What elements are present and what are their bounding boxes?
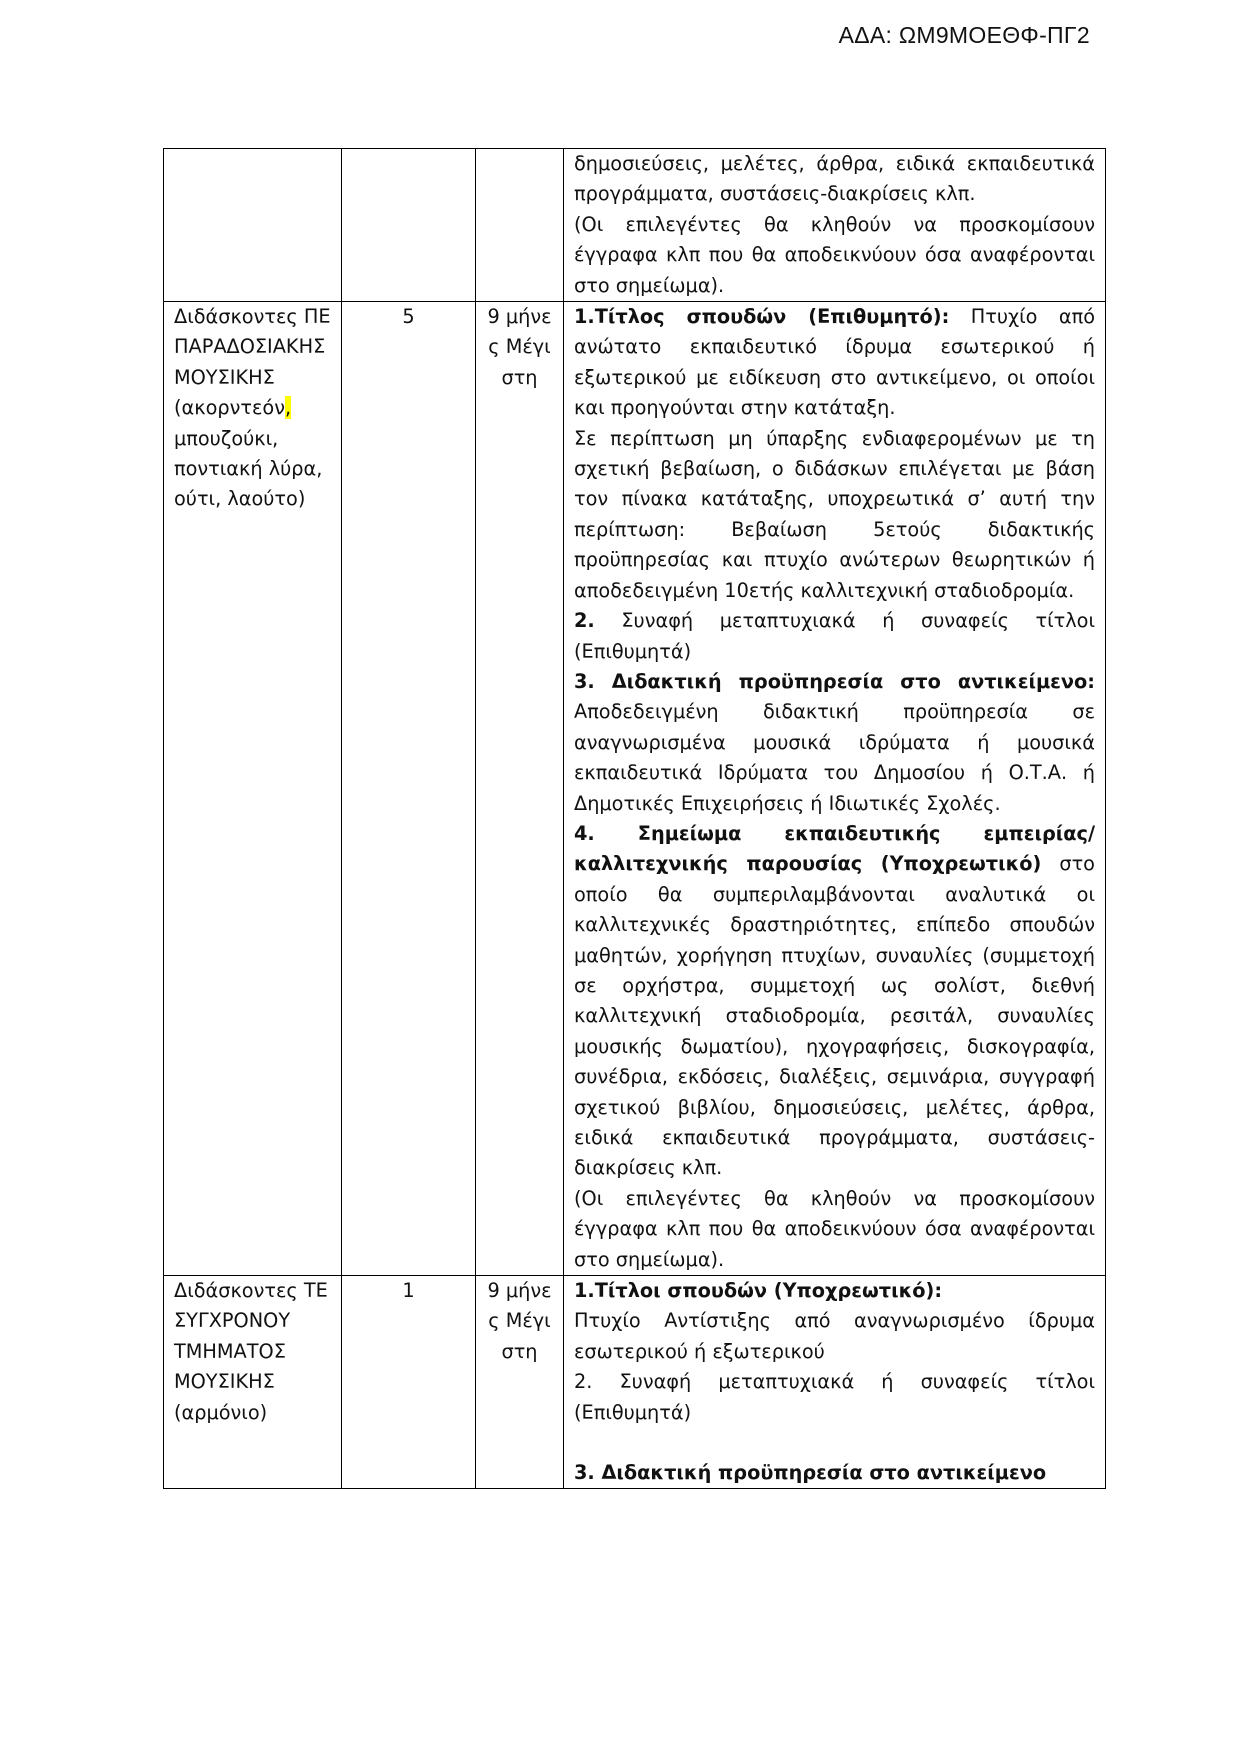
item-text: Πτυχίο Αντίστιξης από αναγνωρισμένο ίδρυμα εσωτερικού ή εξωτερικού xyxy=(574,1309,1095,1363)
qualification-item-2: 2. Συναφή μεταπτυχιακά ή συναφείς τίτλοι (Επιθυμητά) xyxy=(574,1370,1095,1424)
item-heading: 2. xyxy=(574,609,595,633)
qualifications-cell xyxy=(564,1276,1106,1489)
specialty-text: μπουζούκι, ποντιακή λύρα, ούτι, λαούτο) xyxy=(174,426,323,511)
note-text: (Οι επιλεγέντες θα κληθούν να προσκομίσουν έγγραφα κλπ που θα αποδεικνύουν όσα αναφέρονται στο σημείωμα). xyxy=(574,212,1095,297)
item-text: Πτυχίο από ανώτατο εκπαιδευτικό ίδρυμα εσωτερικού ή εξωτερικού με ειδίκευση στο αντικείμενο, οι οποίοι και προηγούνται στην κατάταξη. xyxy=(574,305,1095,420)
duration-cell: 9 μήνες Μέγιστη xyxy=(476,1276,564,1489)
count-cell: 5 xyxy=(342,302,476,1276)
qualification-text: δημοσιεύσεις, μελέτες, άρθρα, ειδικά εκπαιδευτικά προγράμματα, συστάσεις-διακρίσεις κλπ. xyxy=(574,152,1095,206)
duration-cell: 9 μήνες Μέγιστη xyxy=(476,302,564,1276)
item-text: Αποδεδειγμένη διδακτική προϋπηρεσία σε αναγνωρισμένα μουσικά ιδρύματα ή μουσικά εκπαιδευτικά Ιδρύματα του Δημοσίου ή Ο.Τ.Α. ή Δημοτικές Επιχειρήσεις ή Ιδιωτικές Σχολές. xyxy=(574,700,1095,815)
qualification-item-1 xyxy=(574,1276,1095,1306)
ada-code: ΑΔΑ: ΩΜ9ΜΟΕΘΦ-ΠΓ2 xyxy=(838,22,1090,48)
qualifications-cell xyxy=(564,149,1106,302)
duration-cell xyxy=(476,149,564,302)
qualification-item-1 xyxy=(574,302,1095,424)
highlighted-comma: , xyxy=(285,396,292,420)
qualification-item-2 xyxy=(574,606,1095,667)
table-row xyxy=(164,149,1106,302)
item-text: Συναφή μεταπτυχιακά ή συναφείς τίτλοι (Επιθυμητά) xyxy=(574,609,1095,663)
specialty-cell xyxy=(164,149,342,302)
item-heading: 3. Διδακτική προϋπηρεσία στο αντικείμενο: xyxy=(574,669,1095,693)
specialty-text: Διδάσκοντες ΠΕ ΠΑΡΑΔΟΣΙΑΚΗΣ ΜΟΥΣΙΚΗΣ (ακορντεόν xyxy=(174,305,331,420)
note-text: (Οι επιλεγέντες θα κληθούν να προσκομίσουν έγγραφα κλπ που θα αποδεικνύουν όσα αναφέρονται στο σημείωμα). xyxy=(574,1186,1095,1271)
item-heading: 3. Διδακτική προϋπηρεσία στο αντικείμενο xyxy=(574,1461,1047,1485)
qualification-item-3 xyxy=(574,1458,1095,1488)
item-heading: 1.Τίτλος σπουδών (Επιθυμητό): xyxy=(574,305,950,329)
count-cell xyxy=(342,149,476,302)
specialty-cell xyxy=(164,302,342,1276)
item-heading: 4. Σημείωμα εκπαιδευτικής εμπειρίας/ καλλιτεχνικής παρουσίας (Υποχρεωτικό) xyxy=(574,821,1095,876)
count-cell: 1 xyxy=(342,1276,476,1489)
item-heading: 1.Τίτλοι σπουδών (Υποχρεωτικό): xyxy=(574,1279,943,1303)
requirements-table xyxy=(163,148,1106,1489)
qualifications-cell xyxy=(564,302,1106,1276)
qualification-item-3 xyxy=(574,667,1095,819)
item-text: στο οποίο θα συμπεριλαμβάνονται αναλυτικά οι καλλιτεχνικές δραστηριότητες, επίπεδο σπουδών μαθητών, χορήγηση πτυχίων, συναυλίες (συμμετοχή σε ορχήστρα, συμμετοχή ως σολίστ, διεθνή καλλιτεχνική σταδιοδρομία, ρεσιτάλ, συναυλίες μουσικής δωματίου), ηχογραφήσεις, δισκογραφία, συνέδρια, εκδόσεις, διαλέξεις, σεμινάρια, συγγραφή σχετικού βιβλίου, δημοσιεύσεις, μελέτες, άρθρα, ειδικά εκπαιδευτικά προγράμματα, συστάσεις-διακρίσεις κλπ. xyxy=(574,852,1095,1180)
specialty-cell: Διδάσκοντες ΤΕ ΣΥΓΧΡΟΝΟΥ ΤΜΗΜΑΤΟΣ ΜΟΥΣΙΚΗΣ (αρμόνιο) xyxy=(164,1276,342,1489)
qualification-item-4 xyxy=(574,819,1095,1184)
blank-line xyxy=(574,1428,1095,1458)
qualification-extra: Σε περίπτωση μη ύπαρξης ενδιαφερομένων με τη σχετική βεβαίωση, ο διδάσκων επιλέγεται με βάση τον πίνακα κατάταξης, υποχρεωτικά σ’ αυτή την περίπτωση: Βεβαίωση 5ετούς διδακτικής προϋπηρεσίας και πτυχίο ανώτερων θεωρητικών ή αποδεδειγμένη 10ετής καλλιτεχνική σταδιοδρομία. xyxy=(574,426,1095,602)
table-row xyxy=(164,1276,1106,1489)
table-row xyxy=(164,302,1106,1276)
